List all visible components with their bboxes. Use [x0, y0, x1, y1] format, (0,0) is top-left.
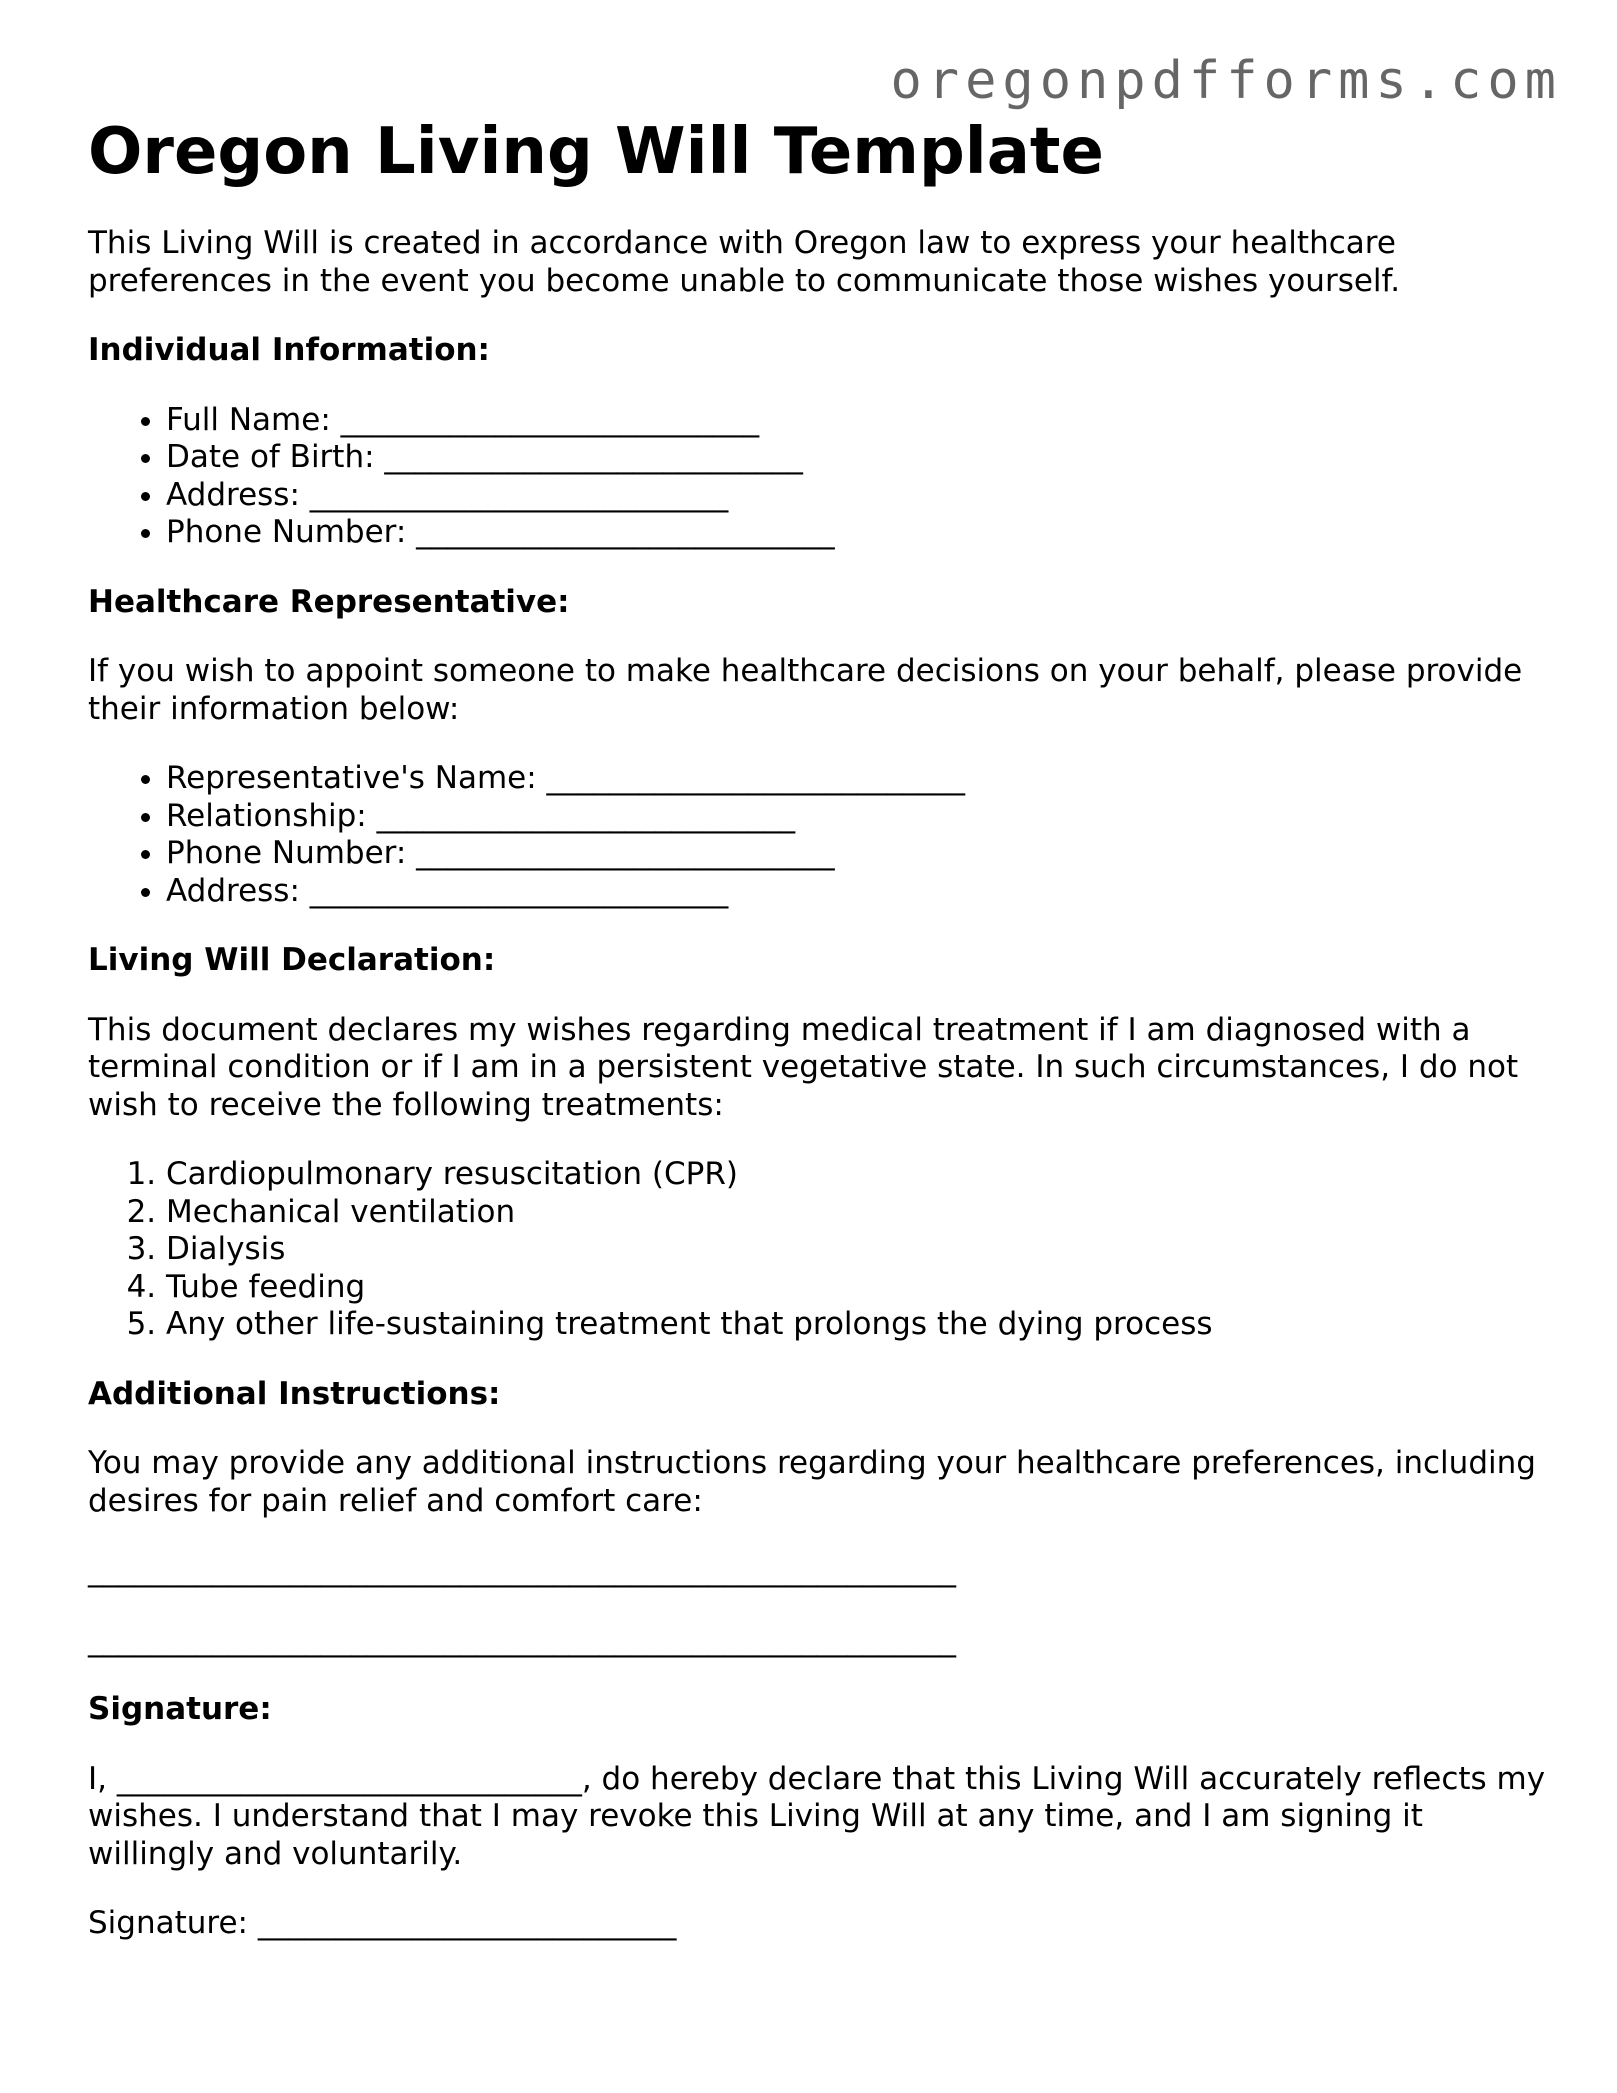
site-watermark: oregonpdfforms.com — [890, 51, 1562, 111]
treatment-item: 3. Dialysis — [166, 1231, 1548, 1269]
signature-line: Signature: ___________________________ — [88, 1905, 677, 1941]
individual-field-phone: • Phone Number: ___________________________ — [166, 514, 1548, 552]
treatments-list — [88, 1156, 1548, 1344]
representative-field-phone: • Phone Number: ___________________________ — [166, 835, 1548, 873]
treatment-item: 5. Any other life-sustaining treatment that prolongs the dying process — [166, 1306, 1548, 1344]
additional-blank-line-2: ________________________________________________________ — [88, 1621, 956, 1658]
representative-field-relationship: • Relationship: ___________________________ — [166, 798, 1548, 836]
representative-field-name: • Representative's Name: ___________________________ — [166, 760, 1548, 798]
signature-heading: Signature: — [88, 1691, 272, 1727]
representative-paragraph: If you wish to appoint someone to make healthcare decisions on your behalf, please provide their information below: — [88, 653, 1523, 727]
additional-heading: Additional Instructions: — [88, 1375, 501, 1412]
additional-paragraph: You may provide any additional instructions regarding your healthcare preferences, including desires for pain relief and comfort care: — [88, 1445, 1536, 1519]
individual-field-address: • Address: ___________________________ — [166, 477, 1548, 515]
declaration-heading: Living Will Declaration: — [88, 942, 496, 978]
declaration-paragraph: This document declares my wishes regarding medical treatment if I am diagnosed with a terminal condition or if I am in a persistent vegetative state. In such circumstances, I do not wish to receive the following treatments: — [88, 1011, 1519, 1123]
individual-heading: Individual Information: — [88, 332, 490, 368]
treatment-item: 2. Mechanical ventilation — [166, 1194, 1548, 1232]
page-title: Oregon Living Will Template — [88, 115, 1104, 189]
treatment-item: 1. Cardiopulmonary resuscitation (CPR) — [166, 1156, 1548, 1194]
individual-field-dob: • Date of Birth: ___________________________ — [166, 439, 1548, 477]
representative-heading: Healthcare Representative: — [88, 583, 570, 620]
treatment-item: 4. Tube feeding — [166, 1269, 1548, 1307]
document-page — [88, 112, 1548, 1943]
individual-field-full-name: • Full Name: ___________________________ — [166, 402, 1548, 440]
signature-paragraph: I, ______________________________, do hereby declare that this Living Will accurately reflects my wishes. I understand that I may revoke this Living Will at any time, and I am signing it willingly and voluntarily. — [88, 1760, 1546, 1872]
additional-blank-line-1: ________________________________________________________ — [88, 1552, 956, 1588]
intro-paragraph: This Living Will is created in accordance with Oregon law to express your healthcare preferences in the event you become unable to communicate those wishes yourself. — [88, 225, 1401, 299]
representative-field-address: • Address: ___________________________ — [166, 873, 1548, 911]
representative-list — [88, 760, 1548, 910]
individual-list — [88, 402, 1548, 552]
